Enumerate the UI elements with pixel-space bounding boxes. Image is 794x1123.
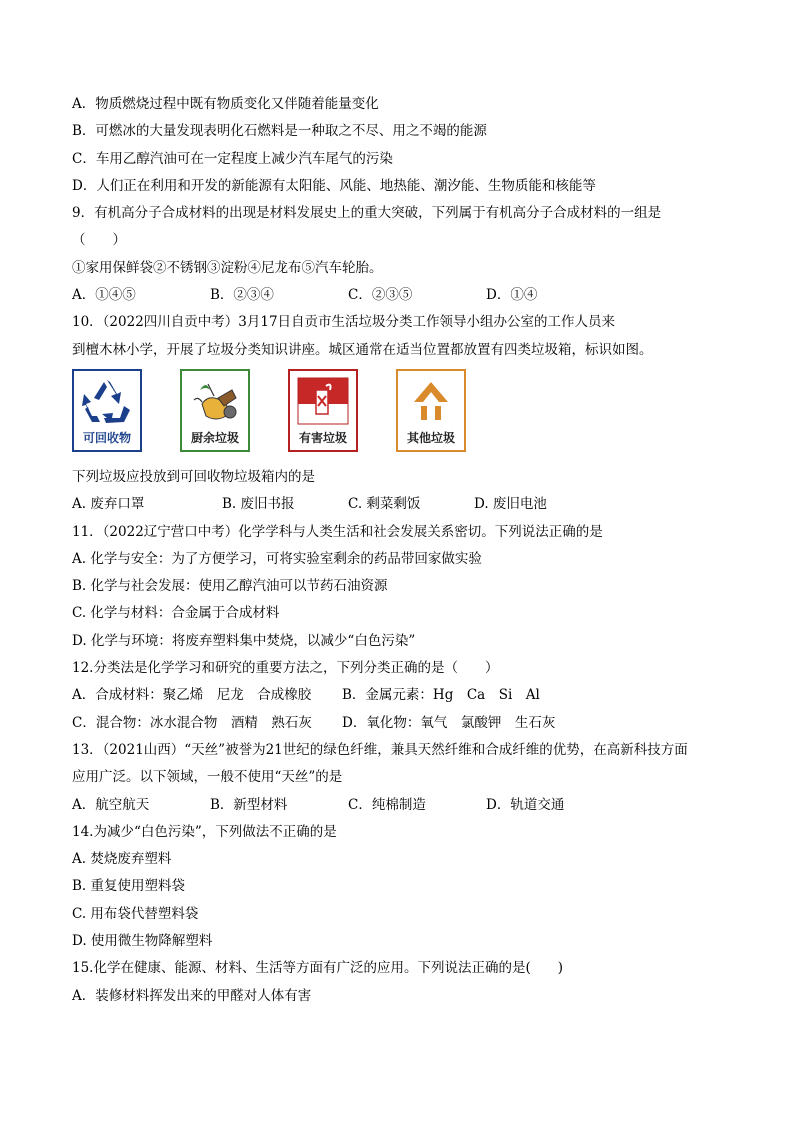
- other-waste-bin-sign: [396, 369, 466, 452]
- q12-option-d: D．氧化物：氧气 氯酸钾 生石灰: [342, 714, 556, 731]
- q15-option-a: A．装修材料挥发出来的甲醛对人体有害: [72, 987, 312, 1004]
- q11-option-c: C. 化学与材料：合金属于合成材料: [72, 605, 280, 622]
- q13-option-a: A．航空航天: [72, 796, 150, 813]
- bin-label-other: 其他垃圾: [406, 430, 455, 445]
- other-waste-icon: [402, 375, 460, 427]
- q13-option-d: D．轨道交通: [486, 796, 565, 813]
- q15-stem: 15.化学在健康、能源、材料、生活等方面有广泛的应用。下列说法正确的是( ): [72, 960, 564, 977]
- q12-options-row-2: [72, 713, 732, 740]
- q9-option-a: A．①④⑤: [72, 287, 136, 304]
- q14-option-b: B. 重复使用塑料袋: [72, 878, 186, 895]
- bin-label-hazardous: 有害垃圾: [298, 430, 347, 445]
- q10-stem-2: 到檀木林小学，开展了垃圾分类知识讲座。城区通常在适当位置都放置有四类垃圾箱，标识如图。: [72, 341, 653, 358]
- q9-bracket: （ ）: [72, 232, 126, 249]
- q9-stem: 9．有机高分子合成材料的出现是材料发展史上的重大突破，下列属于有机高分子合成材料的一组是: [72, 205, 662, 222]
- hazardous-bin-sign: [288, 369, 358, 452]
- q13-stem-1: 13．（2021山西）“天丝”被誉为21世纪的绿色纤维，兼具天然纤维和合成纤维的优势，在高新科技方面: [72, 741, 688, 758]
- q10-question: 下列垃圾应投放到可回收物垃圾箱内的是: [72, 468, 315, 485]
- q12-options-row-1: [72, 685, 732, 712]
- q9-options: [72, 285, 732, 312]
- q12-option-c: C．混合物：冰水混合物 酒精 熟石灰: [72, 714, 312, 731]
- document-page: [72, 94, 732, 1013]
- q10-option-d: D. 废旧电池: [474, 496, 547, 513]
- q8-option-d: D．人们正在利用和开发的新能源有太阳能、风能、地热能、潮汐能、生物质能和核能等: [72, 177, 596, 194]
- q8-option-a: A．物质燃烧过程中既有物质变化又伴随着能量变化: [72, 96, 379, 112]
- q14-option-a: A. 焚烧废弃塑料: [72, 851, 172, 868]
- q8-option-c: C．车用乙醇汽油可在一定程度上减少汽车尾气的污染: [72, 150, 393, 167]
- q12-stem: 12.分类法是化学学习和研究的重要方法之，下列分类正确的是（ ）: [72, 660, 499, 677]
- q8-option-b: B．可燃冰的大量发现表明化石燃料是一种取之不尽、用之不竭的能源: [72, 123, 487, 140]
- q9-option-c: C．②③⑤: [348, 287, 413, 304]
- q10-stem-1: 10．（2022四川自贡中考）3月17日自贡市生活垃圾分类工作领导小组办公室的工作人员来: [72, 314, 616, 331]
- bin-label-kitchen: 厨余垃圾: [190, 430, 239, 445]
- q13-stem-2: 应用广泛。以下领域，一般不使用“天丝”的是: [72, 769, 343, 786]
- q13-option-b: B．新型材料: [210, 796, 288, 813]
- q10-option-c: C. 剩菜剩饭: [348, 496, 421, 513]
- hazard-icon: [294, 375, 352, 427]
- q9-option-d: D．①④: [486, 287, 538, 304]
- q11-option-b: B. 化学与社会发展：使用乙醇汽油可以节药石油资源: [72, 578, 388, 595]
- q9-option-b: B．②③④: [210, 287, 274, 304]
- q13-options: [72, 795, 732, 822]
- q10-options: [72, 494, 732, 521]
- kitchen-waste-icon: [186, 375, 244, 427]
- q14-option-c: C. 用布袋代替塑料袋: [72, 905, 199, 922]
- recycle-icon: [78, 375, 136, 427]
- q14-option-d: D. 使用微生物降解塑料: [72, 933, 213, 950]
- q11-stem: 11．（2022辽宁营口中考）化学学科与人类生活和社会发展关系密切。下列说法正确的是: [72, 523, 603, 540]
- q11-option-a: A. 化学与安全：为了方便学习，可将实验室剩余的药品带回家做实验: [72, 550, 482, 567]
- q12-option-b: B．金属元素：Hg Ca Si Al: [342, 687, 540, 704]
- q9-items: ①家用保鲜袋②不锈钢③淀粉④尼龙布⑤汽车轮胎。: [72, 259, 383, 276]
- q13-option-c: C．纯棉制造: [348, 796, 426, 813]
- q12-option-a: A．合成材料：聚乙烯 尼龙 合成橡胶: [72, 687, 312, 704]
- q10-option-b: B. 废旧书报: [222, 496, 295, 513]
- q14-stem: 14.为减少“白色污染”，下列做法不正确的是: [72, 823, 337, 840]
- bin-label-recyclable: 可回收物: [82, 430, 131, 445]
- q10-option-a: A. 废弃口罩: [72, 496, 145, 513]
- waste-bin-signs: [72, 367, 732, 467]
- recyclable-bin-sign: [72, 369, 142, 452]
- q11-option-d: D. 化学与环境：将废弃塑料集中焚烧，以减少“白色污染”: [72, 632, 416, 649]
- kitchen-waste-bin-sign: [180, 369, 250, 452]
